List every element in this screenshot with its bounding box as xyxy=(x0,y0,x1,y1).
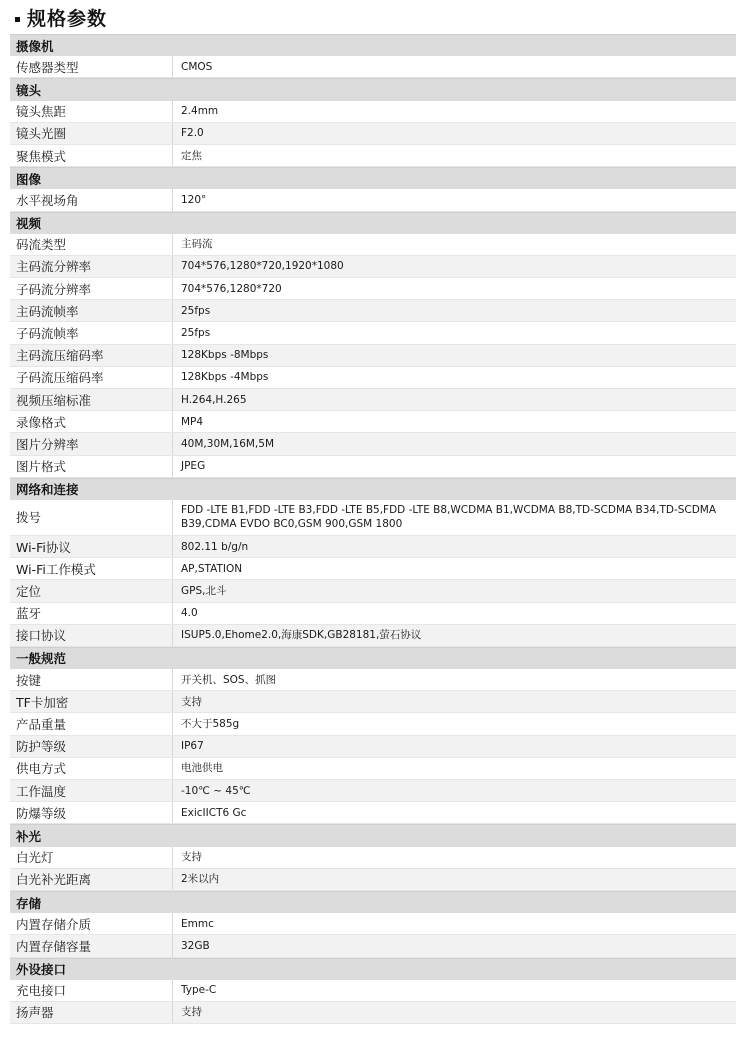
spec-key: TF卡加密 xyxy=(10,691,173,712)
section-title: 外设接口 xyxy=(16,962,67,978)
spec-value: 120° xyxy=(181,193,207,206)
spec-value: 128Kbps -4Mbps xyxy=(181,371,269,384)
spec-row xyxy=(10,691,736,713)
spec-key: Wi-Fi工作模式 xyxy=(10,558,173,579)
spec-key: 主码流帧率 xyxy=(10,300,173,321)
spec-value: 支持 xyxy=(181,851,202,864)
spec-value: CMOS xyxy=(181,60,213,73)
spec-row xyxy=(10,736,736,758)
section-header xyxy=(10,167,736,189)
spec-value: 2.4mm xyxy=(181,105,219,118)
spec-value: JPEG xyxy=(181,460,206,473)
spec-value: 开关机、SOS、抓图 xyxy=(181,673,277,686)
spec-row xyxy=(10,345,736,367)
spec-value: ISUP5.0,Ehome2.0,海康SDK,GB28181,萤石协议 xyxy=(181,629,422,642)
section-header xyxy=(10,824,736,846)
spec-key: 内置存储容量 xyxy=(10,935,173,956)
spec-key: 子码流压缩码率 xyxy=(10,367,173,388)
spec-key: 拨号 xyxy=(10,500,173,535)
spec-value: Type-C xyxy=(181,984,217,997)
spec-row xyxy=(10,433,736,455)
spec-row xyxy=(10,913,736,935)
spec-row xyxy=(10,278,736,300)
spec-value: GPS,北斗 xyxy=(181,584,227,597)
page-title: 规格参数 xyxy=(27,7,108,30)
spec-key: 主码流分辨率 xyxy=(10,256,173,277)
bullet-icon xyxy=(15,17,20,22)
spec-value: 2米以内 xyxy=(181,873,220,886)
spec-value: 不大于585g xyxy=(181,718,240,731)
section-header xyxy=(10,478,736,500)
spec-key: 主码流压缩码率 xyxy=(10,345,173,366)
spec-row xyxy=(10,300,736,322)
spec-row xyxy=(10,256,736,278)
spec-value: F2.0 xyxy=(181,127,204,140)
spec-value: 802.11 b/g/n xyxy=(181,540,249,553)
spec-key: 传感器类型 xyxy=(10,56,173,77)
spec-key: 防护等级 xyxy=(10,736,173,757)
page-header xyxy=(0,0,750,34)
spec-value: Emmc xyxy=(181,917,214,930)
spec-row xyxy=(10,322,736,344)
section-title: 补光 xyxy=(16,828,42,844)
section-title: 图像 xyxy=(16,171,42,187)
spec-row xyxy=(10,189,736,211)
section-header xyxy=(10,647,736,669)
spec-key: 镜头光圈 xyxy=(10,123,173,144)
spec-value: AP,STATION xyxy=(181,562,243,575)
section-header xyxy=(10,78,736,100)
spec-row xyxy=(10,847,736,869)
spec-key: 充电接口 xyxy=(10,980,173,1001)
section-title: 存储 xyxy=(16,895,42,911)
spec-row xyxy=(10,625,736,647)
spec-key: 聚焦模式 xyxy=(10,145,173,166)
spec-key: 蓝牙 xyxy=(10,603,173,624)
spec-value: 32GB xyxy=(181,939,210,952)
spec-row xyxy=(10,101,736,123)
spec-row xyxy=(10,56,736,78)
spec-value: ExicIICT6 Gc xyxy=(181,806,247,819)
spec-value: 4.0 xyxy=(181,607,198,620)
spec-value: -10℃ ~ 45℃ xyxy=(181,784,251,797)
section-header xyxy=(10,891,736,913)
spec-row xyxy=(10,980,736,1002)
spec-key: 子码流帧率 xyxy=(10,322,173,343)
spec-key: 水平视场角 xyxy=(10,189,173,210)
spec-key: 白光补光距离 xyxy=(10,869,173,890)
spec-value: 40M,30M,16M,5M xyxy=(181,437,275,450)
spec-value: MP4 xyxy=(181,415,204,428)
spec-row xyxy=(10,558,736,580)
spec-value: H.264,H.265 xyxy=(181,393,247,406)
spec-value: 704*576,1280*720 xyxy=(181,282,282,295)
spec-key: 接口协议 xyxy=(10,625,173,646)
spec-value: 主码流 xyxy=(181,238,213,251)
section-header xyxy=(10,958,736,980)
spec-row xyxy=(10,603,736,625)
spec-key: 视频压缩标准 xyxy=(10,389,173,410)
spec-row xyxy=(10,234,736,256)
spec-key: 图片分辨率 xyxy=(10,433,173,454)
spec-row xyxy=(10,935,736,957)
section-header xyxy=(10,212,736,234)
spec-value: 128Kbps -8Mbps xyxy=(181,349,269,362)
spec-row xyxy=(10,713,736,735)
spec-row xyxy=(10,669,736,691)
spec-row xyxy=(10,869,736,891)
spec-row xyxy=(10,145,736,167)
spec-value: 704*576,1280*720,1920*1080 xyxy=(181,260,344,273)
spec-row xyxy=(10,536,736,558)
spec-row xyxy=(10,758,736,780)
spec-table xyxy=(10,34,736,1024)
spec-row xyxy=(10,411,736,433)
spec-key: 定位 xyxy=(10,580,173,601)
spec-row xyxy=(10,367,736,389)
section-title: 摄像机 xyxy=(16,38,54,54)
spec-value: FDD -LTE B1,FDD -LTE B3,FDD -LTE B5,FDD -LTE B8,WCDMA B1,WCDMA B8,TD-SCDMA B34,TD-SCDMA B39,CDMA EVDO BC0,GSM 900,GSM 1800 xyxy=(181,504,717,531)
spec-row xyxy=(10,456,736,478)
spec-key: 录像格式 xyxy=(10,411,173,432)
spec-key: 扬声器 xyxy=(10,1002,173,1023)
spec-row xyxy=(10,780,736,802)
spec-key: 按键 xyxy=(10,669,173,690)
spec-value: IP67 xyxy=(181,740,204,753)
spec-value: 25fps xyxy=(181,304,211,317)
spec-key: 内置存储介质 xyxy=(10,913,173,934)
spec-key: 产品重量 xyxy=(10,713,173,734)
spec-row xyxy=(10,1002,736,1024)
spec-value: 定焦 xyxy=(181,149,202,162)
spec-key: 图片格式 xyxy=(10,456,173,477)
spec-row xyxy=(10,802,736,824)
spec-key: 工作温度 xyxy=(10,780,173,801)
spec-row xyxy=(10,123,736,145)
spec-key: 镜头焦距 xyxy=(10,101,173,122)
spec-row xyxy=(10,580,736,602)
spec-value: 25fps xyxy=(181,327,211,340)
section-title: 镜头 xyxy=(16,82,42,98)
spec-key: 码流类型 xyxy=(10,234,173,255)
spec-row xyxy=(10,389,736,411)
spec-key: 防爆等级 xyxy=(10,802,173,823)
spec-key: 子码流分辨率 xyxy=(10,278,173,299)
spec-key: 白光灯 xyxy=(10,847,173,868)
section-title: 网络和连接 xyxy=(16,482,79,498)
section-title: 一般规范 xyxy=(16,651,67,667)
spec-value: 电池供电 xyxy=(181,762,223,775)
spec-key: Wi-Fi协议 xyxy=(10,536,173,557)
spec-row xyxy=(10,500,736,536)
spec-value: 支持 xyxy=(181,695,202,708)
spec-key: 供电方式 xyxy=(10,758,173,779)
section-title: 视频 xyxy=(16,216,42,232)
section-header xyxy=(10,34,736,56)
spec-value: 支持 xyxy=(181,1006,202,1019)
